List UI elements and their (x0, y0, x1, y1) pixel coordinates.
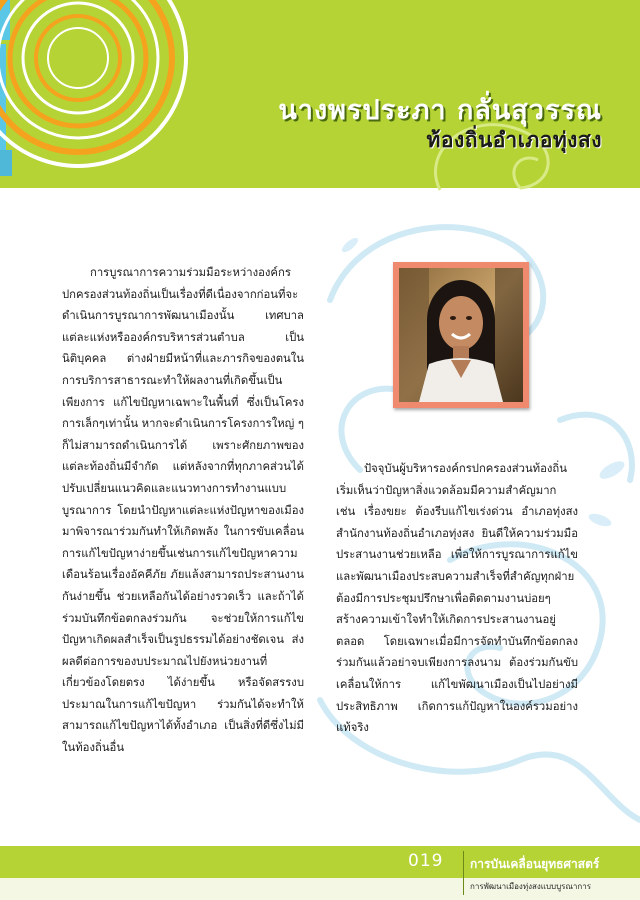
footer-divider (463, 851, 464, 895)
person-role-subtitle: ท้องถิ่นอำเภอทุ่งสง (426, 128, 602, 152)
photo-frame (393, 262, 529, 408)
left-text-column (62, 262, 304, 759)
portrait-photo (399, 268, 523, 402)
right-text-column (336, 458, 578, 739)
footer-subtitle: การพัฒนาเมืองทุ่งสงแบบบูรณาการ (470, 882, 592, 891)
left-paragraph-text: การบูรณาการความร่วมมือระหว่างองค์กรปกครองส่วนท้องถิ่นเป็นเรื่องที่ดีเนื่องจากก่อนที่จะดำเนินการบูรณาการพัฒนาเมืองนั้น เทศบาลแต่ละแห่งหรือองค์กรบริหารส่วนตำบล เป็นนิติบุคคล ต่างฝ่ายมีหน้าที่และภารกิจของตนในการบริการสาธารณะทำให้ผลงานที่เกิดขึ้นเป็นเพียงการ แก้ไขปัญหาเฉพาะในพื้นที่ ซึ่งเป็นโครงการเล็กๆเท่านั้น หากจะดำเนินการโครงการใหญ่ ๆ ก็ไม่สามารถดำเนินการได้ เพราะศักยภาพของแต่ละท้องถิ่นมีจำกัด แต่หลังจากที่ทุกภาคส่วนได้ปรับเปลี่ยนแนวคิดและแนวทางการทำงานแบบบูรณาการ โดยนำปัญหาแต่ละแห่งปัญหาของเมืองมาพิจารณาร่วมกันทำให้เกิดพลัง ในการขับเคลื่อนการแก้ไขปัญหาง่ายขึ้นเช่นการแก้ไขปัญหาความเดือนร้อนเรื่องอัคคีภัย ภัยแล้งสามารถประสานงานกันง่ายขึ้น ช่วยเหลือกันได้อย่างรวดเร็ว และถ้าได้ร่วมบันทึกข้อตกลงร่วมกัน จะช่วยให้การแก้ไขปัญหาเกิดผลสำเร็จเป็นรูปธรรมได้อย่างชัดเจน ส่งผลดีต่อการของบประมาณไปยังหน่วยงานที่เกี่ยวข้องโดยตรง ได้ง่ายขึ้น หรือจัดสรรงบประมาณในการแก้ไขปัญหา ร่วมกันได้จะทำให้สามารถแก้ไขปัญหาได้ทั้งอำเภอ เป็นสิ่งที่ดีซึ่งไม่มีในท้องถิ่นอื่น (62, 266, 304, 755)
left-paragraph (62, 262, 304, 759)
right-paragraph-text: ปัจจุบันผู้บริหารองค์กรปกครองส่วนท้องถิ่นเริ่มเห็นว่าปัญหาสิ่งแวดล้อมมีความสำคัญมาก เช่น เรื่องขยะ ต้องรีบแก้ไขเร่งด่วน อำเภอทุ่งสงสำนักงานท้องถิ่นอำเภอทุ่งสง ยินดีให้ความร่วมมือประสานงานช่วยเหลือ เพื่อให้การบูรณาการแก้ไขและพัฒนาเมืองประสบความสำเร็จที่สำคัญทุกฝ่ายต้องมีการประชุมปรึกษาเพื่อติดตามงานบ่อยๆ สร้างความเข้าใจทำให้เกิดการประสานงานอยู่ตลอด โดยเฉพาะเมื่อมีการจัดทำบันทึกข้อตกลงร่วมกันแล้วอย่าจบเพียงการลงนาม ต้องร่วมกันขับเคลื่อนให้การ แก้ไขพัฒนาเมืองเป็นไปอย่างมีประสิทธิภาพ เกิดการแก้ปัญหาในองค์รวมอย่างแท้จริง (336, 462, 578, 735)
right-paragraph (336, 458, 578, 739)
footer-title: การบันเคลื่อนยุทธศาสตร์ (470, 857, 600, 871)
page-number: 019 (408, 851, 444, 871)
person-name-title: นางพรประภา กลั่นสุวรรณ (278, 95, 602, 126)
page-footer (0, 846, 640, 900)
